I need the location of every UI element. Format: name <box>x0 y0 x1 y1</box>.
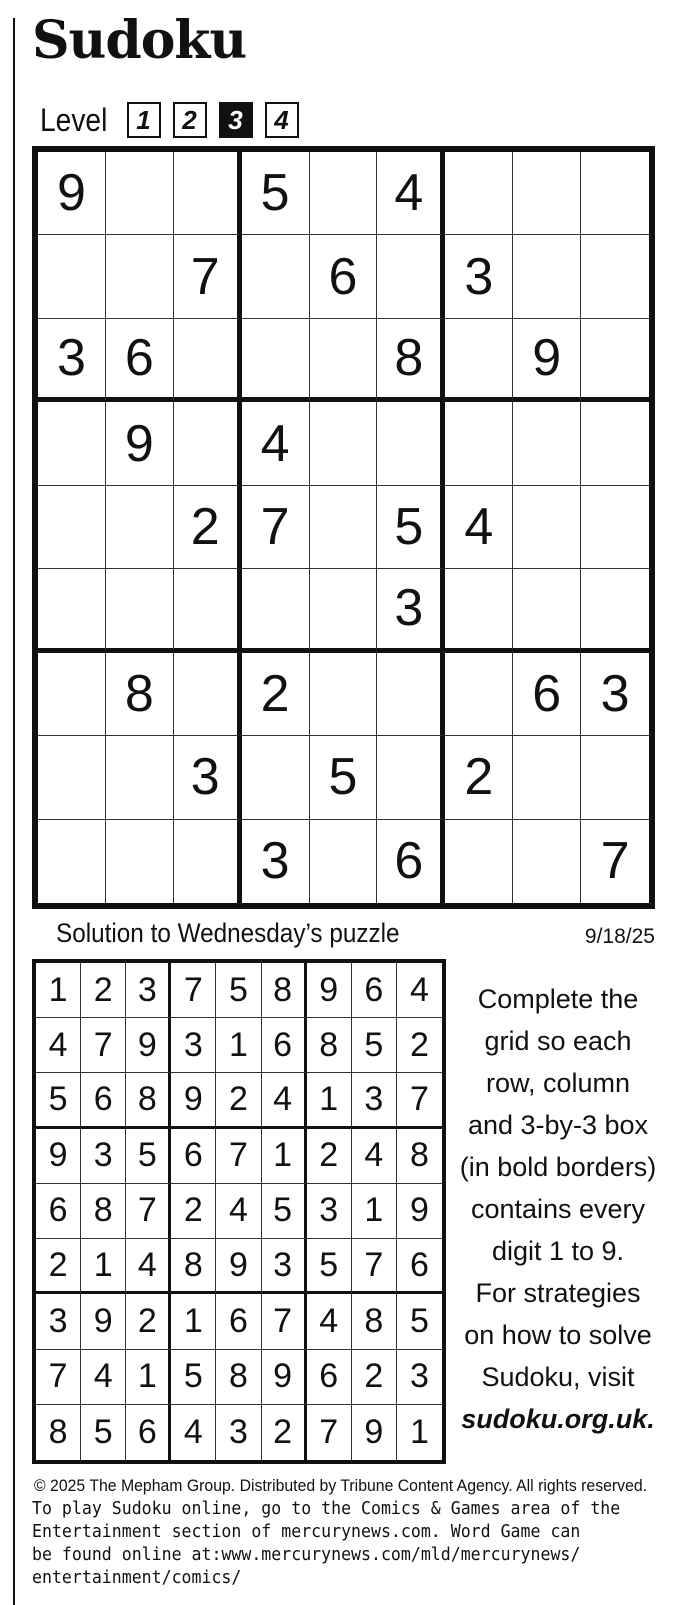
solution-cell: 8 <box>171 1239 216 1294</box>
puzzle-cell <box>310 152 378 235</box>
solution-cell: 7 <box>126 1184 171 1239</box>
solution-cell: 1 <box>126 1350 171 1405</box>
footer-line: To play Sudoku online, go to the Comics & Games area of the <box>32 1498 621 1519</box>
puzzle-cell: 5 <box>242 152 310 235</box>
solution-cell: 1 <box>36 963 81 1018</box>
solution-cell: 1 <box>262 1129 307 1184</box>
puzzle-cell <box>174 402 242 485</box>
instructions <box>458 978 658 1440</box>
level-selector <box>40 100 311 140</box>
footer-line: Entertainment section of mercurynews.com. Word Game can <box>32 1521 581 1542</box>
puzzle-cell <box>310 486 378 569</box>
solution-cell: 3 <box>307 1184 352 1239</box>
solution-cell: 9 <box>36 1129 81 1184</box>
solution-cell: 2 <box>352 1350 397 1405</box>
solution-cell: 9 <box>352 1405 397 1460</box>
solution-cell: 6 <box>307 1350 352 1405</box>
solution-cell: 4 <box>262 1073 307 1128</box>
solution-cell: 5 <box>216 963 261 1018</box>
puzzle-cell <box>581 319 649 402</box>
puzzle-cell: 6 <box>377 820 445 903</box>
solution-cell: 4 <box>36 1018 81 1073</box>
level-label: Level <box>40 101 108 138</box>
solution-cell: 2 <box>171 1184 216 1239</box>
solution-cell: 2 <box>307 1129 352 1184</box>
instruction-line: digit 1 to 9. <box>491 1236 625 1266</box>
puzzle-cell <box>38 569 106 652</box>
solution-cell: 5 <box>36 1073 81 1128</box>
puzzle-cell <box>174 653 242 736</box>
puzzle-cell <box>242 235 310 318</box>
solution-cell: 9 <box>126 1018 171 1073</box>
puzzle-cell: 8 <box>106 653 174 736</box>
footer-line: entertainment/comics/ <box>32 1567 242 1588</box>
solution-cell: 8 <box>397 1129 442 1184</box>
level-option-1: 1 <box>127 102 161 138</box>
puzzle-date: 9/18/25 <box>584 925 655 948</box>
solution-cell: 7 <box>262 1294 307 1349</box>
solution-cell: 8 <box>216 1350 261 1405</box>
solution-cell: 6 <box>171 1129 216 1184</box>
solution-cell: 1 <box>409 1412 429 1451</box>
solution-cell: 7 <box>307 1405 352 1460</box>
puzzle-cell <box>38 402 106 485</box>
puzzle-cell: 9 <box>106 402 174 485</box>
puzzle-cell <box>310 653 378 736</box>
solution-cell: 4 <box>81 1350 126 1405</box>
instruction-line: For strategies <box>475 1278 641 1308</box>
solution-cell: 7 <box>171 963 216 1018</box>
puzzle-cell: 7 <box>600 832 630 891</box>
solution-cell: 1 <box>307 1073 352 1128</box>
footer-note <box>32 1497 657 1589</box>
puzzle-cell <box>377 235 445 318</box>
instruction-line: and 3-by-3 box <box>467 1110 649 1140</box>
solution-cell: 9 <box>262 1350 307 1405</box>
solution-cell: 6 <box>81 1073 126 1128</box>
solution-cell: 6 <box>352 963 397 1018</box>
puzzle-cell <box>174 152 242 235</box>
puzzle-cell <box>310 569 378 652</box>
solution-cell: 6 <box>262 1018 307 1073</box>
puzzle-cell <box>513 820 581 903</box>
solution-cell: 5 <box>81 1405 126 1460</box>
solution-cell: 2 <box>262 1405 307 1460</box>
solution-cell: 4 <box>126 1239 171 1294</box>
instruction-line: (in bold borders) <box>459 1152 657 1182</box>
puzzle-cell: 3 <box>174 736 242 819</box>
sudoku-site-link[interactable]: sudoku.org.uk. <box>461 1404 655 1434</box>
puzzle-cell <box>377 402 445 485</box>
solution-cell: 4 <box>216 1184 261 1239</box>
left-rule <box>13 18 15 1605</box>
solution-cell: 8 <box>36 1405 81 1460</box>
puzzle-cell: 7 <box>242 486 310 569</box>
solution-cell: 3 <box>126 963 171 1018</box>
puzzle-cell <box>581 486 649 569</box>
solution-cell: 2 <box>126 1294 171 1349</box>
solution-cell: 6 <box>397 1239 442 1294</box>
solution-cell: 1 <box>352 1184 397 1239</box>
puzzle-cell: 3 <box>445 235 513 318</box>
solution-cell: 3 <box>81 1129 126 1184</box>
puzzle-cell: 6 <box>310 235 378 318</box>
puzzle-cell: 4 <box>242 402 310 485</box>
puzzle-cell <box>445 653 513 736</box>
solution-cell: 3 <box>171 1018 216 1073</box>
puzzle-cell <box>106 235 174 318</box>
solution-grid <box>32 959 446 1464</box>
puzzle-cell <box>106 820 174 903</box>
solution-cell: 1 <box>171 1294 216 1349</box>
puzzle-cell: 2 <box>242 653 310 736</box>
puzzle-cell <box>513 569 581 652</box>
puzzle-cell: 3 <box>581 653 649 736</box>
solution-cell: 8 <box>81 1184 126 1239</box>
solution-cell: 3 <box>262 1239 307 1294</box>
puzzle-cell: 5 <box>310 736 378 819</box>
puzzle-cell <box>174 569 242 652</box>
puzzle-cell <box>38 820 106 903</box>
solution-cell: 6 <box>126 1405 171 1460</box>
puzzle-cell <box>38 486 106 569</box>
puzzle-cell <box>445 402 513 485</box>
solution-caption: Solution to Wednesday’s puzzle <box>56 918 400 948</box>
puzzle-cell <box>581 152 649 235</box>
puzzle-cell <box>445 569 513 652</box>
solution-cell: 9 <box>171 1073 216 1128</box>
solution-cell: 2 <box>216 1073 261 1128</box>
solution-cell: 5 <box>126 1129 171 1184</box>
puzzle-cell <box>445 319 513 402</box>
puzzle-cell <box>581 736 649 819</box>
puzzle-cell <box>106 569 174 652</box>
solution-cell: 5 <box>352 1018 397 1073</box>
solution-cell: 9 <box>397 1184 442 1239</box>
footer-line: be found online at:www.mercurynews.com/mld/mercurynews/ <box>32 1544 581 1565</box>
puzzle-cell <box>242 319 310 402</box>
instruction-line: on how to solve <box>464 1320 652 1350</box>
level-option-2: 2 <box>173 102 207 138</box>
solution-cell: 4 <box>397 963 442 1018</box>
solution-cell: 9 <box>81 1294 126 1349</box>
solution-cell: 7 <box>81 1018 126 1073</box>
solution-cell: 4 <box>352 1129 397 1184</box>
puzzle-cell <box>581 235 649 318</box>
puzzle-cell: 6 <box>513 653 581 736</box>
puzzle-cell <box>38 653 106 736</box>
solution-cell: 5 <box>171 1350 216 1405</box>
puzzle-cell: 5 <box>377 486 445 569</box>
solution-cell: 7 <box>36 1350 81 1405</box>
instruction-line: Sudoku, visit <box>481 1362 635 1392</box>
level-option-3: 3 <box>219 102 253 138</box>
puzzle-cell <box>377 653 445 736</box>
puzzle-cell: 8 <box>377 319 445 402</box>
puzzle-cell <box>513 402 581 485</box>
solution-cell: 4 <box>171 1405 216 1460</box>
instruction-line: contains every <box>470 1194 646 1224</box>
puzzle-cell: 9 <box>38 152 106 235</box>
puzzle-cell: 4 <box>445 486 513 569</box>
instruction-line: grid so each <box>484 1026 632 1056</box>
solution-cell: 2 <box>81 963 126 1018</box>
solution-cell: 8 <box>262 963 307 1018</box>
instruction-line: Complete the <box>477 984 639 1014</box>
puzzle-cell: 6 <box>106 319 174 402</box>
puzzle-cell <box>310 319 378 402</box>
puzzle-cell <box>513 736 581 819</box>
level-option-4: 4 <box>265 102 299 138</box>
solution-cell: 2 <box>397 1018 442 1073</box>
solution-cell: 1 <box>216 1018 261 1073</box>
puzzle-cell <box>377 736 445 819</box>
puzzle-cell: 2 <box>445 736 513 819</box>
solution-cell: 8 <box>307 1018 352 1073</box>
puzzle-cell <box>242 736 310 819</box>
solution-cell: 5 <box>307 1239 352 1294</box>
solution-cell: 6 <box>216 1294 261 1349</box>
puzzle-cell <box>581 402 649 485</box>
puzzle-cell: 9 <box>513 319 581 402</box>
solution-cell: 5 <box>397 1294 442 1349</box>
puzzle-cell: 3 <box>38 319 106 402</box>
puzzle-cell <box>513 152 581 235</box>
puzzle-cell <box>310 820 378 903</box>
solution-cell: 3 <box>352 1073 397 1128</box>
puzzle-cell <box>38 235 106 318</box>
puzzle-cell <box>174 820 242 903</box>
puzzle-cell <box>581 569 649 652</box>
solution-cell: 2 <box>36 1239 81 1294</box>
solution-cell: 3 <box>397 1350 442 1405</box>
puzzle-cell: 4 <box>377 152 445 235</box>
copyright-notice: © 2025 The Mepham Group. Distributed by Tribune Content Agency. All rights reserved. <box>34 1476 648 1495</box>
solution-cell: 1 <box>81 1239 126 1294</box>
solution-cell: 4 <box>307 1294 352 1349</box>
puzzle-cell: 3 <box>377 569 445 652</box>
puzzle-grid <box>32 146 655 909</box>
solution-cell: 3 <box>216 1405 261 1460</box>
puzzle-cell: 3 <box>242 820 310 903</box>
solution-cell: 9 <box>216 1239 261 1294</box>
puzzle-cell: 2 <box>174 486 242 569</box>
puzzle-cell <box>242 569 310 652</box>
solution-cell: 6 <box>36 1184 81 1239</box>
solution-cell: 9 <box>307 963 352 1018</box>
puzzle-cell <box>445 152 513 235</box>
puzzle-cell <box>513 486 581 569</box>
page-title: Sudoku <box>32 10 247 71</box>
solution-cell: 3 <box>36 1294 81 1349</box>
solution-cell: 7 <box>352 1239 397 1294</box>
solution-cell: 8 <box>352 1294 397 1349</box>
puzzle-cell <box>106 486 174 569</box>
puzzle-cell <box>310 402 378 485</box>
puzzle-cell <box>106 736 174 819</box>
puzzle-cell <box>174 319 242 402</box>
puzzle-cell <box>513 235 581 318</box>
solution-cell: 7 <box>216 1129 261 1184</box>
instruction-line: row, column <box>485 1068 631 1098</box>
solution-cell: 7 <box>397 1073 442 1128</box>
puzzle-cell <box>106 152 174 235</box>
puzzle-cell <box>445 820 513 903</box>
puzzle-cell <box>38 736 106 819</box>
solution-cell: 8 <box>126 1073 171 1128</box>
puzzle-cell: 7 <box>174 235 242 318</box>
solution-cell: 5 <box>262 1184 307 1239</box>
